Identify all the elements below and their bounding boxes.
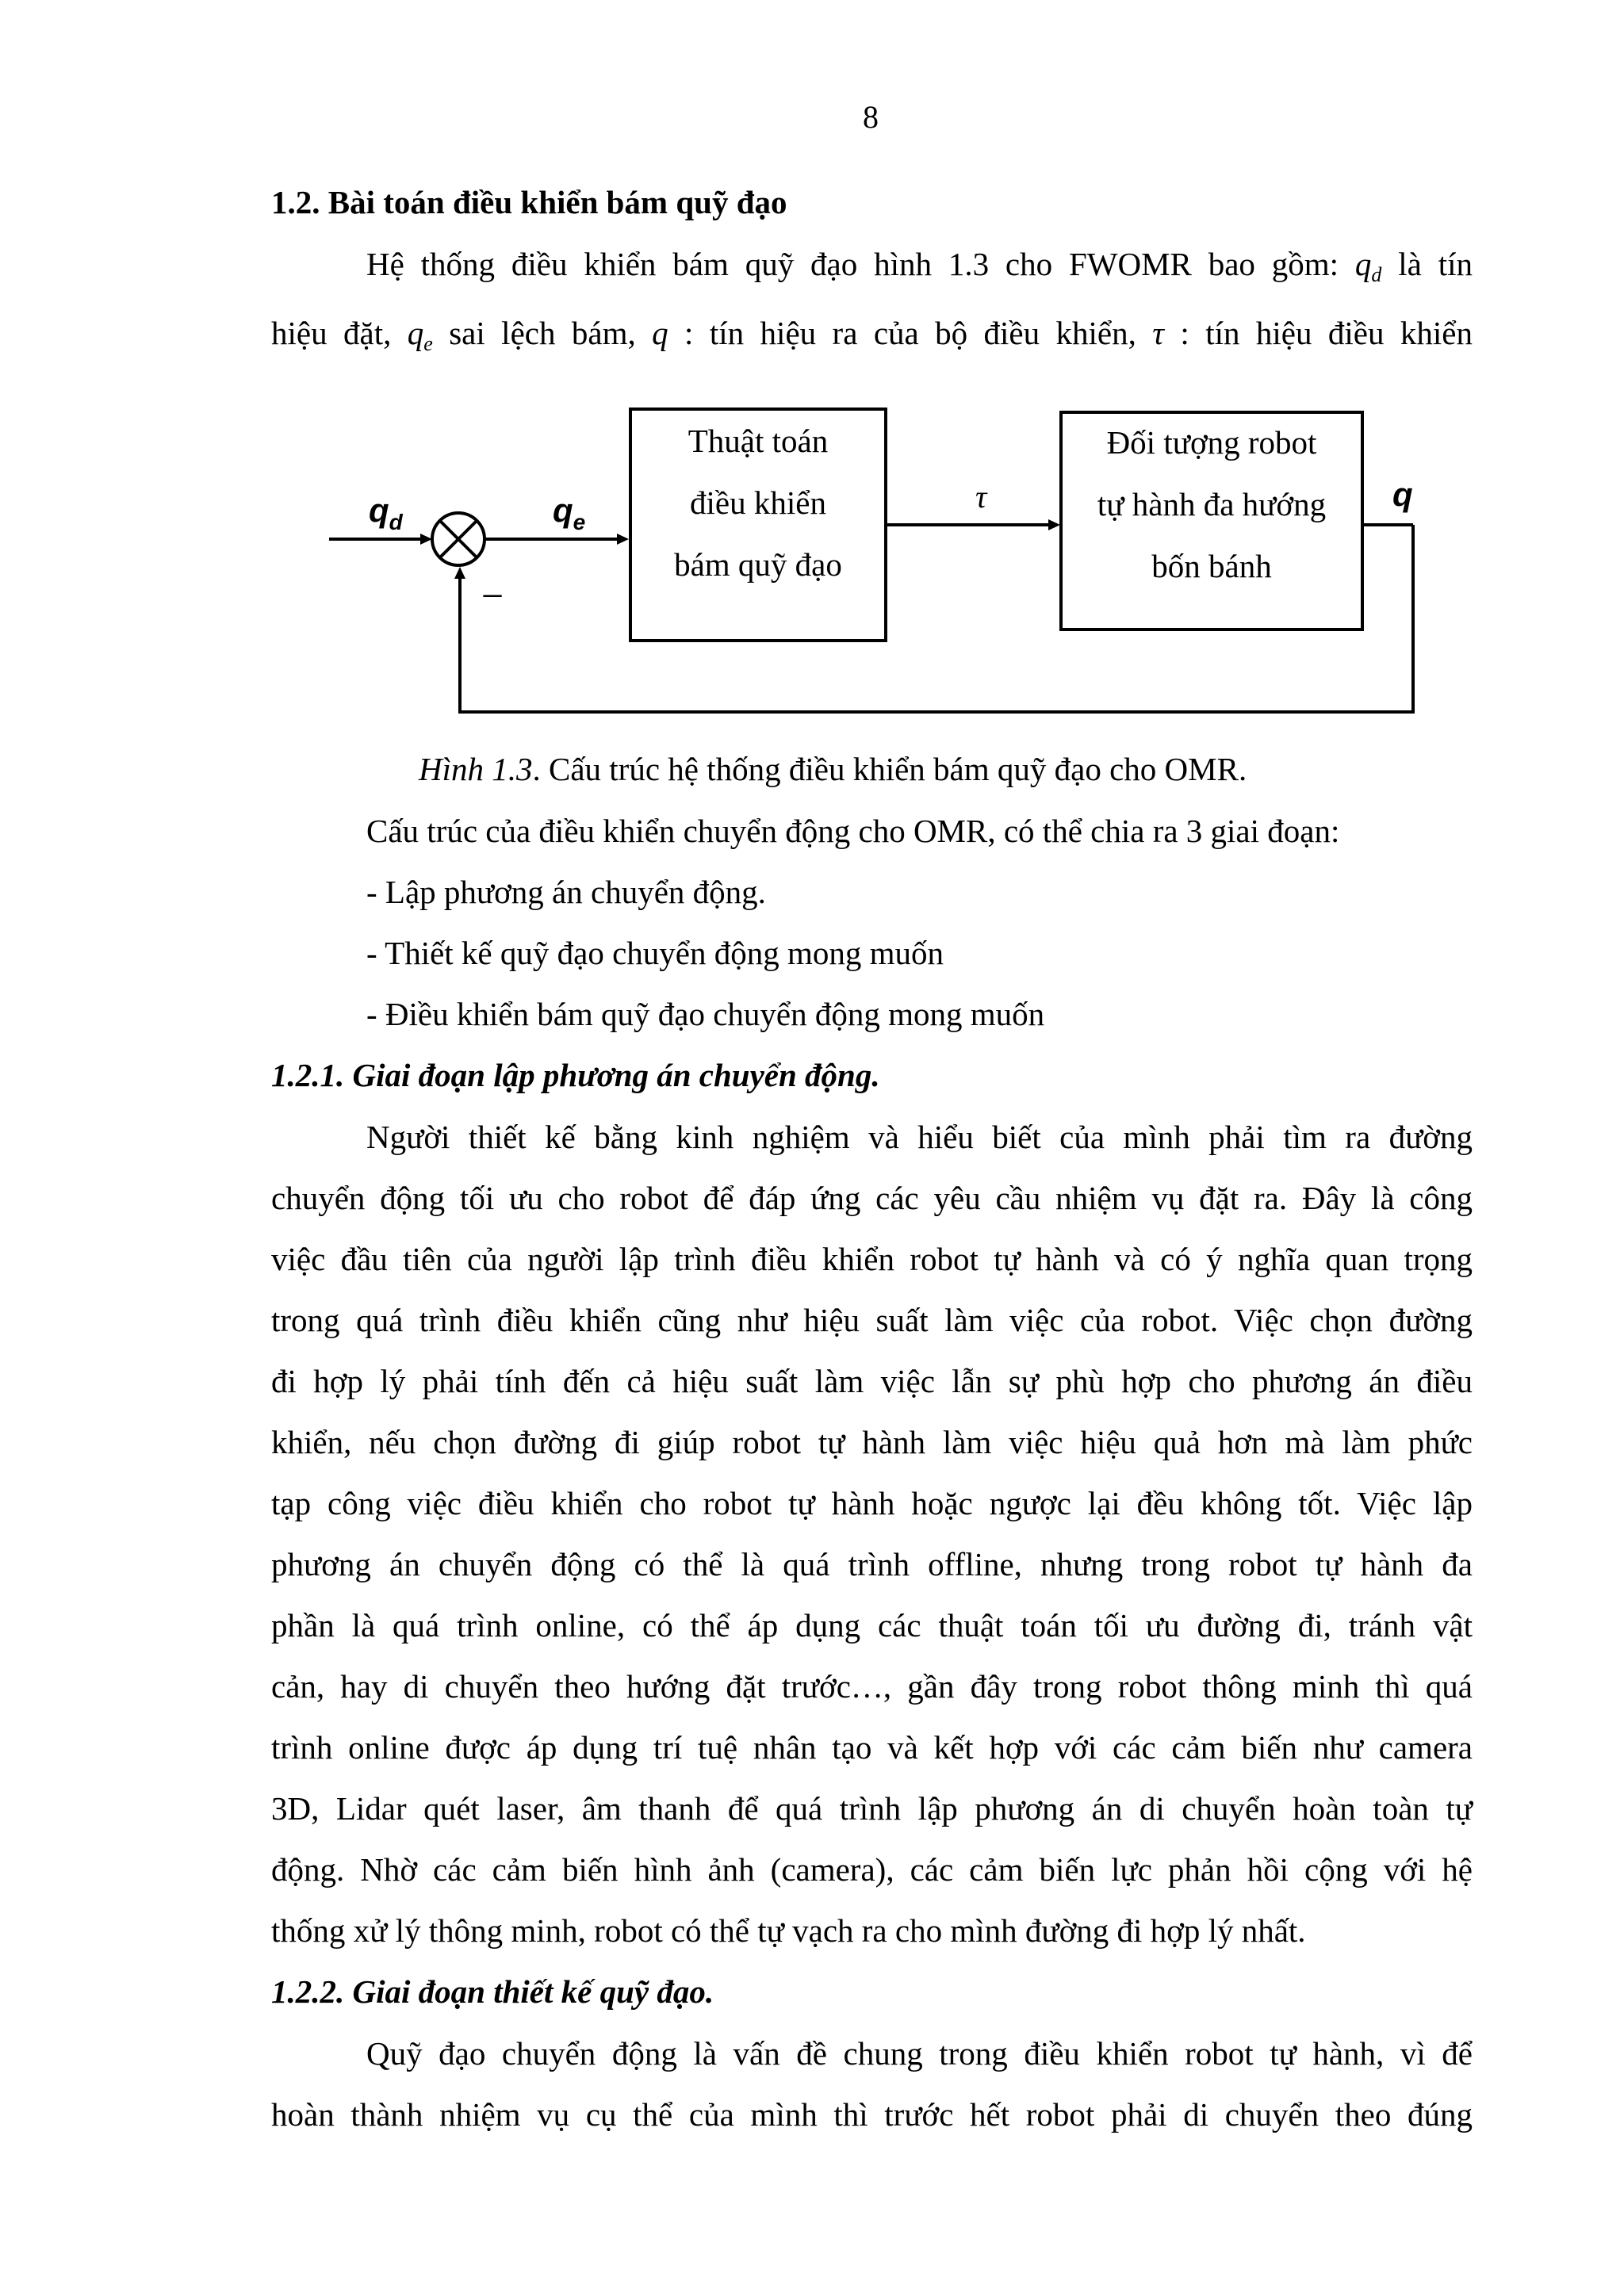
- subsection-2-heading: 1.2.2. Giai đoạn thiết kế quỹ đạo.: [271, 1973, 714, 2010]
- controller-label-1: Thuật toán: [688, 423, 829, 459]
- paragraph-line: động. Nhờ các cảm biến hình ảnh (camera), các cảm biến lực phản hồi cộng với hệ: [271, 1851, 1473, 1888]
- page-number: 8: [863, 99, 879, 135]
- controller-label-2: điều khiển: [690, 484, 826, 521]
- plant-label-3: bốn bánh: [1151, 548, 1272, 584]
- paragraph-line: thống xử lý thông minh, robot có thể tự vạch ra cho mình đường đi hợp lý nhất.: [271, 1912, 1306, 1949]
- output-signal-label: q: [1392, 476, 1413, 513]
- stage-item: - Điều khiển bám quỹ đạo chuyển động mong muốn: [366, 996, 1045, 1032]
- paragraph-line: Quỹ đạo chuyển động là vấn đề chung trong điều khiển robot tự hành, vì để: [366, 2035, 1473, 2072]
- paragraph-line: cản, hay di chuyển theo hướng đặt trước…, gần đây trong robot thông minh thì quá: [271, 1668, 1473, 1705]
- paragraph-line: phần là quá trình online, có thể áp dụng các thuật toán tối ưu đường đi, tránh vật: [271, 1607, 1473, 1644]
- control-signal-arrowhead: [1048, 519, 1060, 530]
- paragraph-line: hoàn thành nhiệm vụ cụ thể của mình thì trước hết robot phải di chuyển theo đúng: [271, 2096, 1473, 2133]
- paragraph-line: tạp công việc điều khiển cho robot tự hành hoặc ngược lại đều không tốt. Việc lập: [271, 1485, 1473, 1521]
- subsection-1-heading: 1.2.1. Giai đoạn lập phương án chuyển động.: [271, 1057, 880, 1093]
- control-signal-label: τ: [975, 479, 987, 515]
- paragraph-line: việc đầu tiên của người lập trình điều khiển robot tự hành và có ý nghĩa quan trọng: [271, 1241, 1473, 1277]
- paragraph-line: chuyển động tối ưu cho robot để đáp ứng các yêu cầu nhiệm vụ đặt ra. Đây là công: [271, 1180, 1473, 1216]
- feedback-arrowhead: [454, 567, 465, 579]
- input-signal-label: $q_d$: [369, 492, 403, 534]
- minus-sign: _: [484, 563, 502, 598]
- intro-line-2: hiệu đặt, $q_e$ sai lệch bám, q : tín hiệu ra của bộ điều khiển, τ : tín hiệu điều khiển: [271, 315, 1473, 355]
- input-arrowhead: [420, 534, 432, 545]
- stage-item: - Lập phương án chuyển động.: [366, 874, 766, 910]
- plant-label-2: tự hành đa hướng: [1097, 486, 1327, 522]
- stage-item: - Thiết kế quỹ đạo chuyển động mong muốn: [366, 935, 944, 971]
- controller-label-3: bám quỹ đạo: [674, 546, 842, 583]
- intro-line-1: Hệ thống điều khiển bám quỹ đạo hình 1.3 cho FWOMR bao gồm: $q_d$ là tín: [366, 246, 1473, 286]
- structure-intro: Cấu trúc của điều khiển chuyển động cho OMR, có thể chia ra 3 giai đoạn:: [366, 813, 1340, 849]
- error-arrowhead: [617, 534, 629, 545]
- paragraph-line: phương án chuyển động có thể là quá trình offline, nhưng trong robot tự hành đa: [271, 1546, 1473, 1582]
- plant-label-1: Đối tượng robot: [1106, 424, 1317, 461]
- section-heading: 1.2. Bài toán điều khiển bám quỹ đạo: [271, 184, 787, 220]
- error-signal-label: $q_e$: [553, 492, 586, 534]
- figure-caption: Hình 1.3. Cấu trúc hệ thống điều khiển bám quỹ đạo cho OMR.: [419, 751, 1247, 787]
- paragraph-line: trong quá trình điều khiển cũng như hiệu suất làm việc của robot. Việc chọn đường: [271, 1302, 1473, 1338]
- paragraph-line: trình online được áp dụng trí tuệ nhân tạo và kết hợp với các cảm biến như camera: [271, 1729, 1473, 1766]
- paragraph-line: Người thiết kế bằng kinh nghiệm và hiểu biết của mình phải tìm ra đường: [366, 1119, 1473, 1155]
- paragraph-line: đi hợp lý phải tính đến cả hiệu suất làm việc lẫn sự phù hợp cho phương án điều: [271, 1363, 1473, 1399]
- paragraph-line: khiển, nếu chọn đường đi giúp robot tự hành làm việc hiệu quả hơn mà làm phức: [271, 1424, 1473, 1460]
- control-block-diagram: [317, 396, 1427, 729]
- paragraph-line: 3D, Lidar quét laser, âm thanh để quá trình lập phương án di chuyển hoàn toàn tự: [271, 1790, 1473, 1827]
